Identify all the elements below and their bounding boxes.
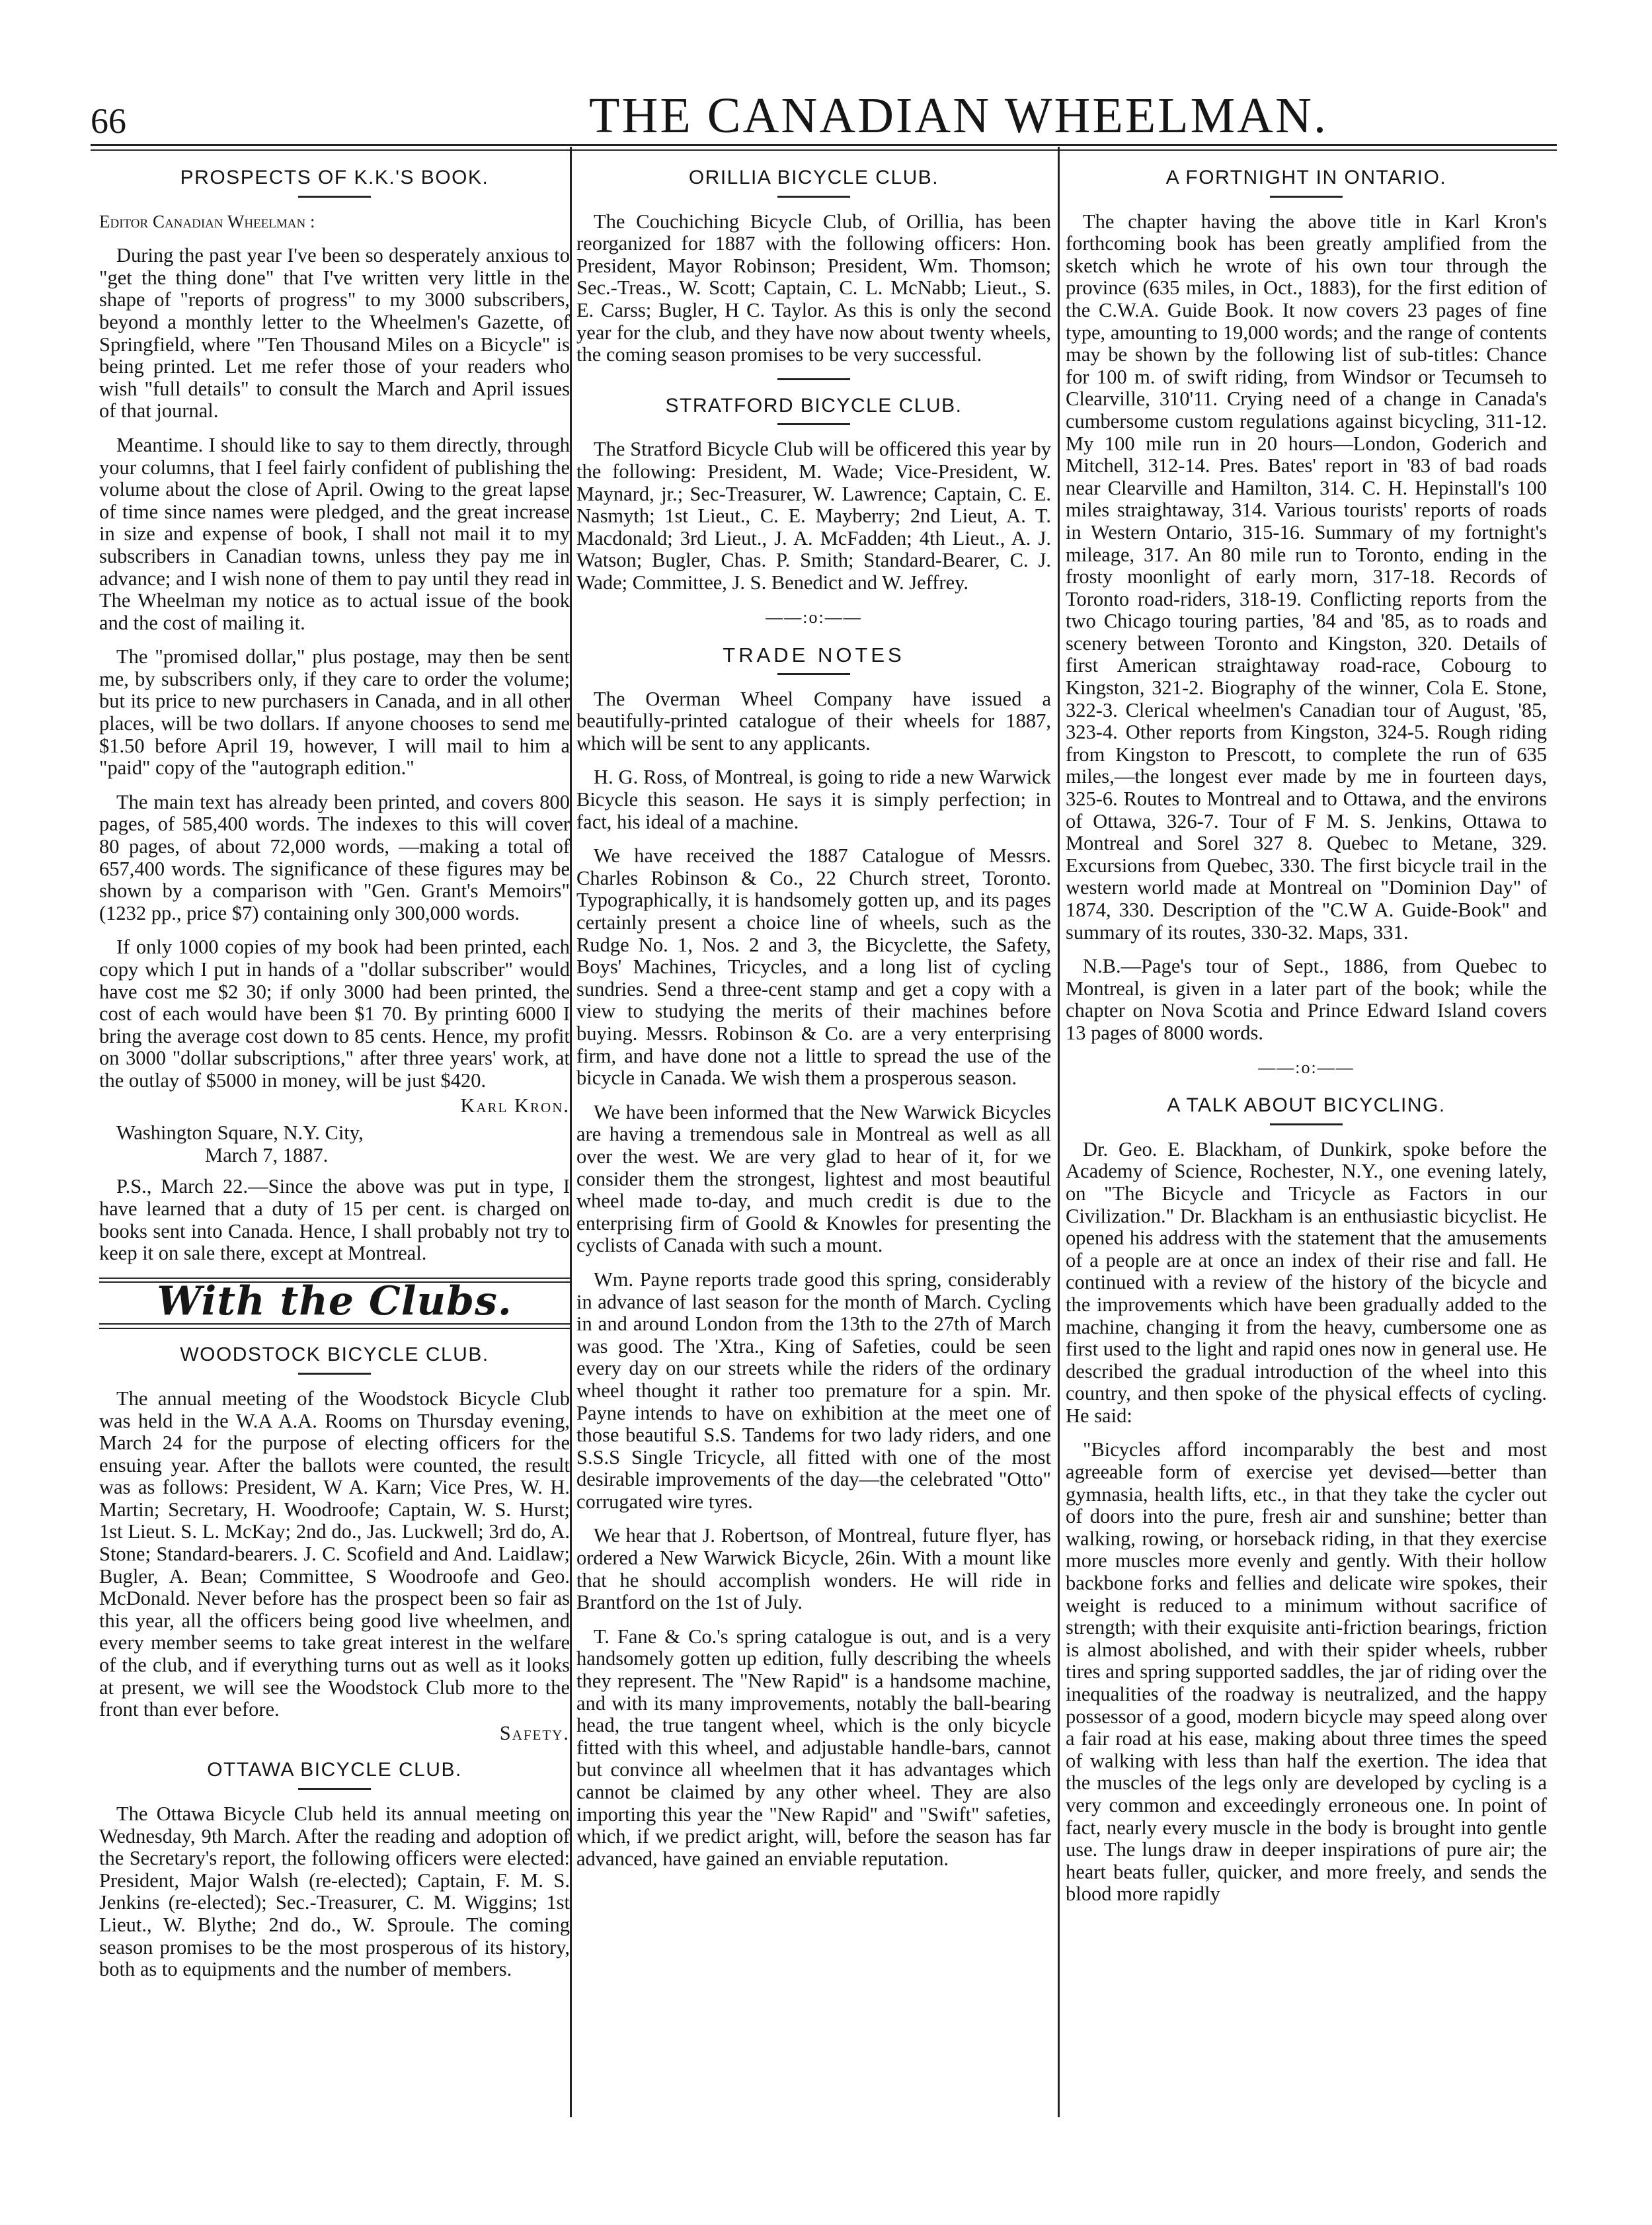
kk-book-heading: PROSPECTS OF K.K.'S BOOK. bbox=[180, 167, 489, 188]
heading-rule bbox=[777, 196, 850, 198]
trade-notes-heading: TRADE NOTES bbox=[723, 643, 905, 667]
trade-note: Wm. Payne reports trade good this spring, considerably in advance of last season for the month of March. Cycling in and around London from the 13th to the 27th of March was good. The 'Xtra., King of Safeties, could be seen every day on our streets while the riders of the ordinary wheel thought it rather too premature for a spin. Mr. Payne intends to have on exhibition at the meet one of those beautiful S.S. Tandems for two lady riders, and one S.S.S Single Tricycle, all fitted with one of the most desirable improvements of the day—the celebrated "Otto" corrugated wire tyres. bbox=[576, 1268, 1051, 1513]
stratford-text: The Stratford Bicycle Club will be officered this year by the following: President, M. Wade; Vice-President, W. Maynard, jr.; Sec-Treasurer, W. Lawrence; Captain, C. E. Nasmyth; 1st Lieut., C. E. Mayberry; 2nd Lieut, A. T. Macdonald; 3rd Lieut., J. A. McFadden; 4th Lieut., A. J. Watson; Bugler, Chas. P. Smith; Standard-Bearer, C. J. Wade; Committee, J. S. Benedict and W. Jeffrey. bbox=[576, 438, 1051, 594]
heading-rule bbox=[1270, 196, 1343, 198]
column-middle bbox=[576, 153, 1051, 1882]
salutation: Editor Canadian Wheelman : bbox=[99, 211, 315, 231]
paragraph: Dr. Geo. E. Blackham, of Dunkirk, spoke before the Academy of Science, Rochester, N.Y., one evening lately, on "The Bicycle and Tricycle as Factors in our Civilization." Dr. Blackham is an enthusiastic bicyclist. He opened his address with the statement that the amusements of a people are at once an index of their rise and fall. He continued with a review of the history of the bicycle and the improvements which have been gradually added to the machine, changing it from the heavy, cumbersome one as first used to the light and rapid ones now in general use. He described the gradual introduction of the wheel into this country, and then spoke of the physical effects of cycling. He said: bbox=[1066, 1137, 1547, 1427]
paragraph: "Bicycles afford incomparably the best and most agreeable form of exercise yet devised—better than gymnasia, health lifts, etc., in that they take the cycler out of doors into the pure, fresh air and sunshine; better than walking, rowing, or horseback riding, in that they exercise more muscles more evenly and gently. With their hollow backbone forks and fellies and delicate wire spokes, their weight is reduced to a minimum without sacrifice of strength; with their exquisite anti-friction bearings, friction is almost abolished, and with their spider wheels, rubber tires and spring supported saddles, the jar of riding over the inequalities of the roadway is neutralized, and the happy possessor of a good, modern bicycle may speed along over a fair road at his ease, making about three times the speed of walking with less than half the exertion. The idea that the muscles of the legs only are developed by cycling is a very common and exceedingly erroneous one. In point of fact, nearly every muscle in the body is brought into gentle use. The lungs draw in deeper inspirations of pure air; the heart beats fuller, quicker, and more freely, and sends the blood more rapidly bbox=[1066, 1438, 1547, 1906]
dateline bbox=[99, 1122, 570, 1166]
heading-rule bbox=[298, 196, 371, 198]
column-left bbox=[99, 153, 570, 1993]
paragraph: The "promised dollar," plus postage, may then be sent me, by subscribers only, if they care to order the volume; but its price to new purchasers in Canada, and in all other places, will be two dollars. If anyone chooses to send me $1.50 before April 19, however, I will mail to him a "paid" copy of the "autograph edition." bbox=[99, 645, 570, 780]
fortnight-heading: A FORTNIGHT IN ONTARIO. bbox=[1165, 167, 1447, 188]
dateline-date: March 7, 1887. bbox=[205, 1143, 329, 1166]
column-divider-right bbox=[1058, 147, 1060, 2117]
woodstock-text: The annual meeting of the Woodstock Bicycle Club was held in the W.A A.A. Rooms on Thursday evening, March 24 for the purpose of electing officers for the ensuing year. After the ballots were counted, the result was as follows: President, W A. Karn; Vice Pres, W. H. Martin; Secretary, H. Woodroofe; Captain, W. S. Hurst; 1st Lieut. S. L. McKay; 2nd do., Jas. Luckwell; 3rd do, A. Stone; Standard-bearers. J. C. Scofield and And. Laidlaw; Bugler, A. Bean; Committee, S Woodroofe and Geo. McDonald. Never before has the prospect been so fair as this year, all the officers being good live wheelmen, and every member seems to take great interest in the welfare of the club, and if everything turns out as well as it looks at present, we will see the Woodstock Club more to the front than ever before. bbox=[99, 1387, 570, 1721]
paragraph: If only 1000 copies of my book had been printed, each copy which I put in hands of a "dollar subscriber" would have cost me $2 30; if only 3000 had been printed, the cost of each would have been $1 70. By printing 6000 I bring the average cost down to 85 cents. Hence, my profit on 3000 "dollar subscriptions," after three years' work, at the outlay of $5000 in money, will be just $420. bbox=[99, 936, 570, 1092]
clubs-section-title: With the Clubs. bbox=[157, 1277, 512, 1324]
ornament-divider: ——:o:—— bbox=[766, 607, 862, 627]
trade-note: H. G. Ross, of Montreal, is going to ride a new Warwick Bicycle this season. He says it is simply perfection; in fact, his ideal of a machine. bbox=[576, 766, 1051, 833]
heading-rule bbox=[777, 673, 850, 675]
ottawa-text: The Ottawa Bicycle Club held its annual meeting on Wednesday, 9th March. After the reading and adoption of the Secretary's report, the following officers were elected: President, Major Walsh (re-elected); Captain, F. M. S. Jenkins (re-elected); Sec.-Treasurer, C. M. Wiggins; 1st Lieut., W. Blythe; 2nd do., W. Sproule. The coming season promises to be the most prosperous of its history, both as to equipments and the number of members. bbox=[99, 1802, 570, 1981]
masthead-rule-secondary bbox=[91, 149, 1557, 151]
trade-note: We have been informed that the New Warwick Bicycles are having a tremendous sale in Montreal as well as all over the west. We are very glad to hear of it, for we consider them the strongest, lightest and most beautiful wheel made to-day, and much credit is due to the enterprising firm of Goold & Knowles for presenting the cyclists of Canada with such a mount. bbox=[576, 1100, 1051, 1257]
signature: Karl Kron. bbox=[460, 1094, 570, 1117]
trade-note: We have received the 1887 Catalogue of Messrs. Charles Robinson & Co., 22 Church street, Toronto. Typographically, it is handsomely gotten up, and its pages certainly present a choice line of wheels, such as the Rudge No. 1, Nos. 2 and 3, the Bicyclette, the Safety, Boys' Machines, Tricycles, and a long list of cycling sundries. Send a three-cent stamp and get a copy with a view to studying the merits of their machines before buying. Messrs. Robinson & Co. are a very enterprising firm, and have done not a little to spread the use of the bicycle in Canada. We wish them a prosperous season. bbox=[576, 844, 1051, 1090]
masthead-rule bbox=[91, 144, 1557, 146]
signature: Safety. bbox=[499, 1721, 570, 1744]
talk-heading: A TALK ABOUT BICYCLING. bbox=[1167, 1094, 1446, 1117]
heading-rule bbox=[298, 1788, 371, 1790]
heading-rule bbox=[777, 423, 850, 425]
paragraph: The main text has already been printed, and covers 800 pages, of 585,400 words. The indexes to this will cover 80 pages, of about 72,000 words, —making a total of 657,400 words. The significance of these figures may be shown by a comparison with "Gen. Grant's Memoirs" (1232 pp., price $7) containing only 300,000 words. bbox=[99, 790, 570, 924]
masthead-title: THE CANADIAN WHEELMAN. bbox=[589, 88, 1328, 143]
paragraph: N.B.—Page's tour of Sept., 1886, from Quebec to Montreal, is given in a later part of the book; while the chapter on Nova Scotia and Prince Edward Island covers 13 pages of 8000 words. bbox=[1066, 955, 1547, 1044]
separator-rule bbox=[777, 378, 850, 380]
heading-rule bbox=[298, 1373, 371, 1375]
paragraph: Meantime. I should like to say to them directly, through your columns, that I feel fairly confident of publishing the volume about the close of April. Owing to the great lapse of time since names were pledged, and the great increase in size and expense of book, I shall not mail it to my subscribers in Canadian towns, unless they pay me in advance; and I wish none of them to pay until they read in The Wheelman my notice as to actual issue of the book and the cost of mailing it. bbox=[99, 433, 570, 634]
column-right bbox=[1066, 153, 1547, 1918]
page-number: 66 bbox=[91, 101, 126, 141]
trade-note: T. Fane & Co.'s spring catalogue is out, and is a very handsomely gotten up edition, fully describing the wheels they represent. The "New Rapid" is a handsome machine, and with its many improvements, notably the ball-bearing head, the true tangent wheel, which is the only bicycle fitted with this wheel, and adjustable handle-bars, cannot but convince all wheelmen that it has advantages which cannot be claimed by any other wheel. They are also importing this year the "New Rapid" and "Swift" safeties, which, if we predict aright, will, before the season has far advanced, have gained an enviable reputation. bbox=[576, 1625, 1051, 1870]
stratford-heading: STRATFORD BICYCLE CLUB. bbox=[665, 394, 963, 417]
dateline-place: Washington Square, N.Y. City, bbox=[116, 1121, 364, 1145]
paragraph: The chapter having the above title in Karl Kron's forthcoming book has been greatly amplified from the sketch which he wrote of his own tour through the province (635 miles, in Oct., 1883), for the first edition of the C.W.A. Guide Book. It now covers 23 pages of fine type, amounting to 19,000 words; and the range of contents may be shown by the following list of sub-titles: Chance for 100 m. of swift riding, from Windsor or Tecumseh to Clearville, 310'11. Crying need of a change in Canada's cumbersome custom regulations against bicycling, 311-12. My 100 mile run in 20 hours—London, Goderich and Mitchell, 312-14. Pres. Bates' report in '83 of bad roads near Clearville and Hamilton, 314. C. H. Hepinstall's 100 miles straightaway, 314. Various tourists' reports of roads in Western Ontario, 315-16. Summary of my fortnight's mileage, 317. An 80 mile run to Toronto, ending in the frosty moonlight of early morn, 317-18. Records of Toronto road-riders, 318-19. Conflicting reports from the two Chicago touring parties, '84 and '85, as to roads and scenery between Toronto and Kingston, 320. Details of first American straightaway road-race, Cobourg to Kingston, 321-2. Biography of the winner, Cola E. Stone, 322-3. Clerical wheelmen's Canadian tour of August, '85, 323-4. Other reports from Kingston, 324-5. Rough riding from Kingston to Prescott, to complete the run of 635 miles,—the longest ever made by me in fourteen days, 325-6. Routes to Montreal and to Ottawa, and the environs of Ottawa, 326-7. Tour of F M. S. Jenkins, Ottawa to Montreal and Sorel 327 8. Quebec to Metane, 329. Excursions from Quebec, 330. The first bicycle trail in the western world made at Montreal on "Dominion Day" of 1874, 330. Description of the "C.W A. Guide-Book" and summary of its routes, 330-32. Maps, 331. bbox=[1066, 210, 1547, 944]
paragraph: During the past year I've been so desperately anxious to "get the thing done" that I've written very little in the shape of "reports of progress" to my 3000 subscribers, beyond a monthly letter to the Wheelmen's Gazette, of Springfield, where "Ten Thousand Miles on a Bicycle" is being printed. Let me refer those of your readers who wish "full details" to consult the March and April issues of that journal. bbox=[99, 244, 570, 423]
orillia-text: The Couchiching Bicycle Club, of Orillia, has been reorganized for 1887 with the following officers: Hon. President, Mayor Robinson; President, Wm. Thomson; Sec.-Treas., W. Scott; Captain, C. L. McNabb; Lieut., S. E. Carss; Bugler, H C. Taylor. As this is only the second year for the club, and they have now about twenty wheels, the coming season promises to be very successful. bbox=[576, 210, 1051, 366]
trade-note: We hear that J. Robertson, of Montreal, future flyer, has ordered a New Warwick Bicycle, 26in. With a mount like that he should accomplish wonders. He will ride in Brantford on the 1st of July. bbox=[576, 1524, 1051, 1614]
ottawa-heading: OTTAWA BICYCLE CLUB. bbox=[207, 1759, 462, 1781]
trade-note: The Overman Wheel Company have issued a beautifully-printed catalogue of their wheels for 1887, which will be sent to any applicants. bbox=[576, 687, 1051, 754]
postscript: P.S., March 22.—Since the above was put in type, I have learned that a duty of 15 per cent. is charged on books sent into Canada. Hence, I shall probably not try to keep it on sale there, except at Montreal. bbox=[99, 1175, 570, 1265]
column-divider-left bbox=[570, 147, 572, 2117]
ornament-divider: ——:o:—— bbox=[1258, 1057, 1355, 1077]
heading-rule bbox=[1270, 1123, 1343, 1125]
orillia-heading: ORILLIA BICYCLE CLUB. bbox=[688, 167, 939, 188]
woodstock-heading: WOODSTOCK BICYCLE CLUB. bbox=[180, 1344, 489, 1366]
